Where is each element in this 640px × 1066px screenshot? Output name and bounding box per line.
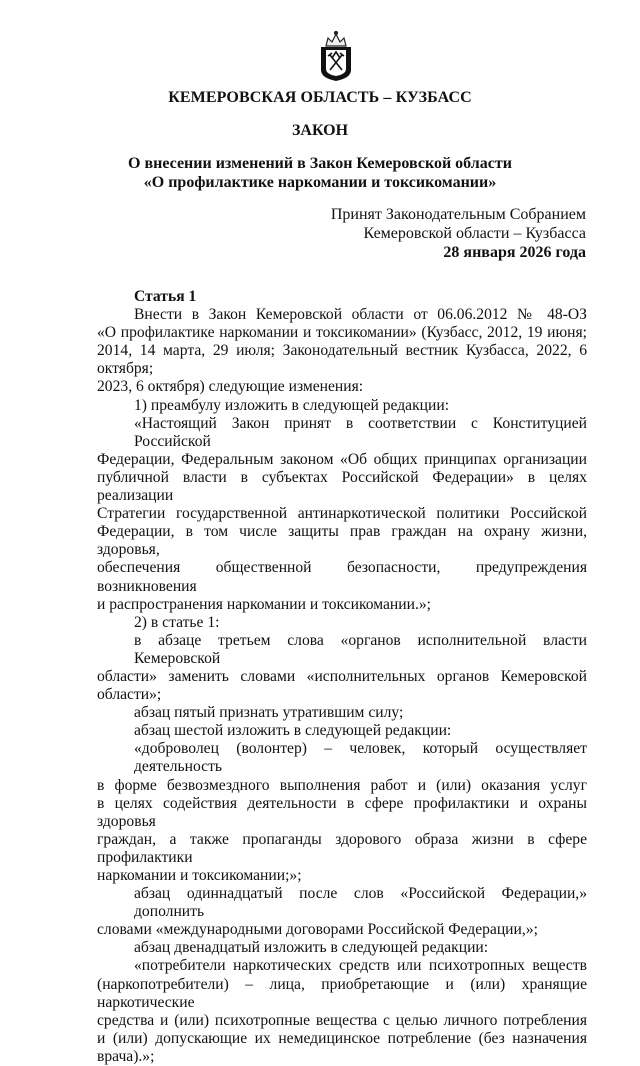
article-text-line: «доброволец (волонтер) – человек, который осуществляет деятельность [134,740,587,776]
article-text-line: и распространения наркомании и токсикомании.»; [97,595,431,613]
adoption-block [331,205,586,262]
document-title-line: «О профилактике наркомании и токсикомании» [143,174,497,191]
crown-icon [326,32,346,47]
article-text-line: в абзаце третьем слова «органов исполнительной власти Кемеровской [134,631,587,667]
article-text-line: абзац одиннадцатый после слов «Российской Федерации,» дополнить [134,885,587,921]
article-text-line: области»; [97,686,162,704]
article-text-line: абзац пятый признать утратившим силу; [134,704,404,722]
article-text-line: 2) в статье 1: [134,613,220,631]
article-heading: Статья 1 [134,288,197,305]
document-title-line: О внесении изменений в Закон Кемеровской области [128,155,512,172]
article-text-line: средства и (или) психотропные вещества с целью личного потребления [97,1011,587,1029]
article-text-line: «О профилактике наркомании и токсикомании» (Кузбасс, 2012, 19 июня; [97,324,587,342]
article-text-line: 2014, 14 марта, 29 июля; Законодательный вестник Кузбасса, 2022, 6 октября; [97,342,587,378]
article-text-line: «потребители наркотических средств или психотропных веществ [134,957,587,975]
article-text-line: 2023, 6 октября) следующие изменения: [97,378,364,396]
article-text-line: «Настоящий Закон принят в соответствии с Конституцией Российской [134,414,587,450]
article-text-line: публичной власти в субъектах Российской Федерации» в целях реализации [97,468,587,505]
coat-of-arms-icon [317,30,355,82]
article-text-line: в целях содействия деятельности в сфере профилактики и охраны здоровья [97,794,587,830]
article-text-line: в форме безвозмездного выполнения работ и (или) оказания услуг [97,776,587,794]
article-text-line: абзац двенадцатый изложить в следующей редакции: [134,939,489,957]
article-text-line: обеспечения общественной безопасности, предупреждения возникновения [97,559,587,595]
article-body [97,288,587,1066]
article-text-line: словами «международными договорами Российской Федерации,»; [97,921,538,939]
article-text-line: (наркопотребители) – лица, приобретающие и (или) хранящие наркотические [97,975,587,1011]
region-name: КЕМЕРОВСКАЯ ОБЛАСТЬ – КУЗБАСС [168,89,472,106]
article-text-line: граждан, а также пропаганды здорового образа жизни в сфере профилактики [97,830,587,866]
article-text-line: врача).»; [97,1047,155,1065]
article-text-line: наркомании и токсикомании;»; [97,867,302,884]
article-text-line: Стратегии государственной антинаркотической политики Российской [97,505,587,523]
document-type: ЗАКОН [291,122,349,139]
article-text-line: области» заменить словами «исполнительных органов Кемеровской [97,667,587,685]
article-text-line: и (или) допускающие их немедицинское потребление (без назначения [97,1029,587,1047]
document-title [0,154,640,192]
article-text-line: Федерации, Федеральным законом «Об общих принципах организации [97,450,587,468]
article-text-line: 1) преамбулу изложить в следующей редакции: [134,396,450,414]
adoption-line: Принят Законодательным Собранием [330,206,586,223]
adoption-line: Кемеровской области – Кузбасса [363,225,586,242]
adoption-date: 28 января 2026 года [443,244,586,261]
article-text-line: Федерации, в том числе защиты прав граждан на охрану жизни, здоровья, [97,523,587,559]
article-text-line: абзац шестой изложить в следующей редакции: [134,722,452,740]
article-text-line: Внести в Закон Кемеровской области от 06.06.2012 № 48-ОЗ [134,306,587,324]
